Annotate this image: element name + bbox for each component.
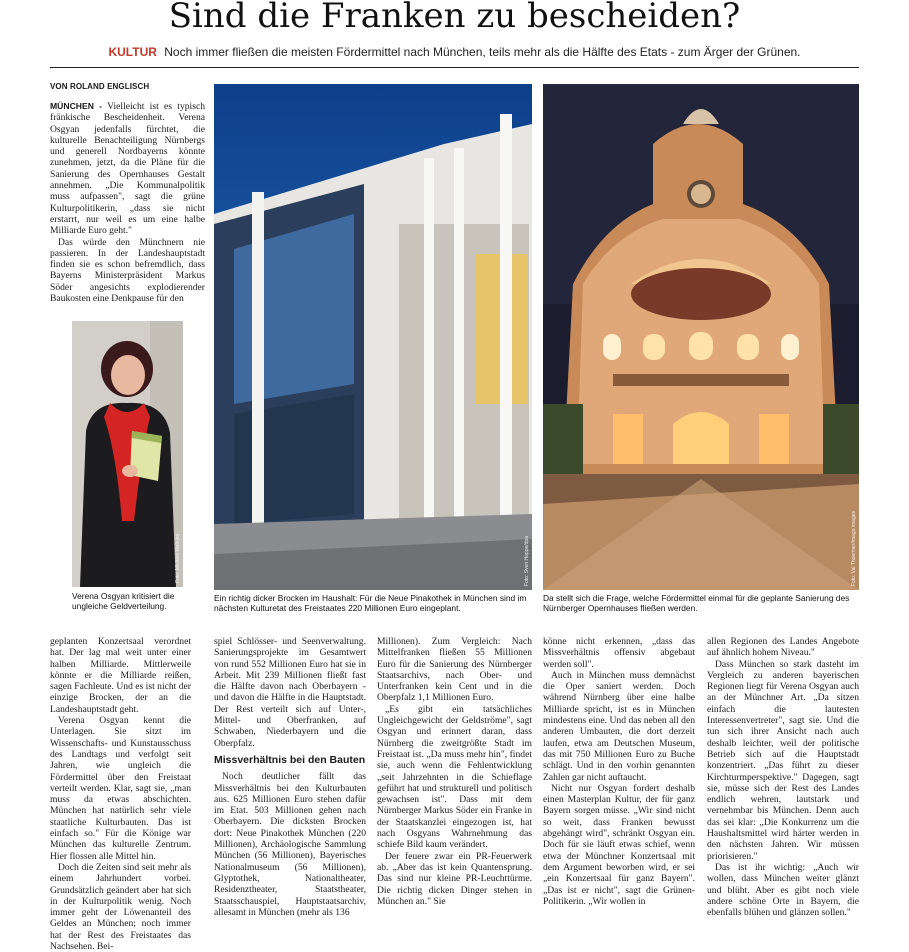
col5-paragraph-1: allen Regionen des Landes Angebote auf ähnlich hohem Niveau." [707,636,859,659]
col5-paragraph-3: Das ist ihr wichtig: „Auch wir wollen, dass München weiter glänzt und blüht. Aber es gibt noch viele andere schöne Orte in Bayern, die ebenfalls blühen und glänzen sollen." [707,861,859,919]
pinakothek-caption: Ein richtig dicker Brocken im Haushalt: Für die Neue Pinakothek in München sind im nächsten Kulturetat des Freistaates 220 Millionen Euro eingeplant. [214,593,527,613]
col4-paragraph-1: könne nicht erkennen, „dass das Missverhältnis offensiv abgebaut werden soll". [543,636,695,670]
col2-paragraph-1: spiel Schlösser- und Seenverwaltung. Sanierungsprojekte im Gesamtwert von rund 552 Millionen Euro hat sie in Arbeit. Mit 239 Millionen fließt fast die Hälfte davon nach Oberbayern - und davon die Hälfte in die Hauptstadt. Der Rest verteilt sich auf Unter-, Mittel- und Oberfranken, auf Schwaben, Niederbayern und die Oberpfalz. [214,636,366,749]
deck-text: Noch immer fließen die meisten Fördermittel nach München, teils mehr als die Hälfte des Etats - zum Ärger der Grünen. [164,45,801,59]
opera-illustration [543,84,859,590]
intro-column [50,101,205,308]
col2-paragraph-2: Noch deutlicher fällt das Missverhältnis bei den Kulturbauten aus. 625 Millionen Euro stehen dafür im Etat. 503 Millionen gehen nach Oberbayern. Die dicksten Brocken dort: Neue Pinakothek München (220 Millionen), Archäologische Sammlung München (56 Millionen), Bayerisches Nationalmuseum (56 Millionen), Glyptothek, Nationaltheater, Residenztheater, Staatstheater, Staatsschauspiel, Hauptstaatsarchiv, allesamt in München (mehr als 136 [214,771,366,918]
col4-paragraph-3: Nicht nur Osgyan fordert deshalb einen Masterplan Kultur, der für ganz Bayern sorgen müsse. „Wir sind nicht so weit, dass Franken bewusst abgehängt wird", schränkt Osgyan ein. Doch für sie läuft etwas schief, wenn etwa der Münchner Konzertsaal mit dem Argument beworben wird, er sei „ein Konzertsaal für ganz Bayern". „Das ist er nicht", sagt die Grünen-Politikerin. „Wir wollen in [543,782,695,907]
portrait-illustration [72,321,183,587]
body-column-2 [214,636,366,918]
portrait-caption: Verena Osgyan kritisiert die ungleiche Geldverteilung. [72,591,175,611]
pinakothek-credit: Foto: Sven Hoppe/dpa [524,535,530,586]
intro-p1-text: Vielleicht ist es typisch fränkische Bescheidenheit. Verena Osgyan jedenfalls fürchtet, die kulturelle Benachteiligung Nürnbergs und generell Nordbayerns könnte zunehmen, jetzt, da die Pläne für die Sanierung des Opernhauses Gestalt annehmen. „Die Kommunalpolitik muss aufpassen", sagt die grüne Kulturpolitikerin, „dass sie nicht erstarrt, nur weil es um eine halbe Milliarde Euro geht." [50,101,205,237]
portrait-credit: Foto: Michael Matejka [175,534,181,583]
col3-paragraph-1: Millionen). Zum Vergleich: Nach Mittelfranken fließen 55 Millionen Euro für die Sanierung des Nürnberger Staatsarchivs, nach Ober- und Unterfranken kein Cent und in die Oberpfalz 1,1 Millionen Euro. [377,636,532,704]
col1-paragraph-1: geplanten Konzertsaal verordnet hat. Der lag mal weit unter einer halben Milliarde. Mittlerweile könnte er die Milliarde reißen, sagen Fachleute. Und es ist nicht der einzige Brocken, der an die Landeshauptstadt geht. [50,636,191,715]
portrait-photo [72,321,183,587]
col1-paragraph-2: Verena Osgyan kennt die Unterlagen. Sie sitzt im Wissenschafts- und Kunstausschuss des Landtags und verfolgt seit Jahren, wie ungleich die Fördermittel über den Freistaat verteilt werden. Klar, sagt sie, „man muss da etwas abschichten. München hat natürlich sehr viele staatliche Kulturbauten. Das ist einfach so." Für die Könige war München das kulturelle Zentrum. Hier flossen alle Mittel hin. [50,715,191,862]
intro-paragraph-2: Das würde den Münchnern nie passieren. In der Landeshauptstadt finden sie es schon befremdlich, dass Bayerns Ministerpräsident Markus Söder angesichts explodierender Baukosten eine Denkpause für den [50,236,205,305]
byline: VON ROLAND ENGLISCH [50,82,150,91]
body-column-3 [377,636,532,913]
deck [0,44,909,60]
col5-paragraph-2: Dass München so stark dasteht im Vergleich zu anderen bayerischen Regionen liegt für Verena Osgyan auch an der Münchner Art. „Da sitzen einfach die lautesten Interessenvertreter", sagt sie. Und die tun sich ihrer Ansicht nach auch deshalb leichter, weil der politische Betrieb sich auf die Hauptstadt konzentriert. „Das führt zu dieser Kirchturmperspektive." Dagegen, sagt sie, müsse sich der Rest des Landes endlich wehren, lautstark und vernehmbar bis München. Denn auch das sei klar: „Die Konkurrenz um die Haushaltsmittel wird härter werden in den nächsten Jahren. Wir müssen priorisieren." [707,658,859,862]
opera-credit: Foto: Val Thoermer/imago images [851,510,857,586]
col4-paragraph-2: Auch in München muss demnächst die Oper saniert werden. Doch während Nürnberg über eine halbe Milliarde spricht, ist es in München mindestens eine. Und das neben all den anderen Umbauten, die dort derzeit laufen, etwa am Deutschen Museum, das mit 750 Millionen Euro zu Buche schlägt. Und in den vorhin genannten Zahlen gar nicht auftaucht. [543,669,695,783]
col3-paragraph-3: Der feuere zwar ein PR-Feuerwerk ab. „Aber das ist kein Quantensprung. Das sind nur kleine PR-Leuchttürme. Die richtig dicken Dinger stehen in München an." Sie [377,850,532,907]
kicker-label: KULTUR [108,45,157,59]
headline: Sind die Franken zu bescheiden? [168,0,741,36]
body-column-4 [543,636,695,913]
pinakothek-photo [214,84,532,590]
col3-paragraph-2: „Es gibt ein tatsächliches Ungleichgewicht der Geldströme", sagt Osgyan und erinnert daran, dass Nürnberg die zweitgrößte Stadt im Freistaat ist. „Da muss mehr hin", findet sie, auch wenn die Fehlentwicklung „seit Jahrzehnten in die Schieflage geführt hat und strukturell und politisch gewachsen ist". Dass mit dem Nürnberger Markus Söder ein Franke in der Staatskanzlei eingezogen ist, hat nach Osgyans Wahrnehmung das schiefe Bild kaum verändert. [377,703,532,851]
dateline: MÜNCHEN - [50,101,103,111]
pinakothek-illustration [214,84,532,590]
body-column-1 [50,636,191,952]
col1-paragraph-3: Doch die Zeiten sind seit mehr als einem Jahrhundert vorbei. Grundsätzlich geändert aber hat sich in der Kulturpolitik wenig. Noch immer geht der Löwenanteil des Geldes an München; noch immer hat der Rest des Freistaates das Nachsehen. Bei- [50,861,191,952]
intro-paragraph-1 [50,101,205,237]
opera-caption: Da stellt sich die Frage, welche Fördermittel einmal für die geplante Sanierung des Nürnberger Opernhauses fließen werden. [543,593,850,613]
body-column-5 [707,636,859,919]
header-rule [50,67,859,68]
opera-photo [543,84,859,590]
subheading: Missverhältnis bei den Bauten [214,753,366,766]
